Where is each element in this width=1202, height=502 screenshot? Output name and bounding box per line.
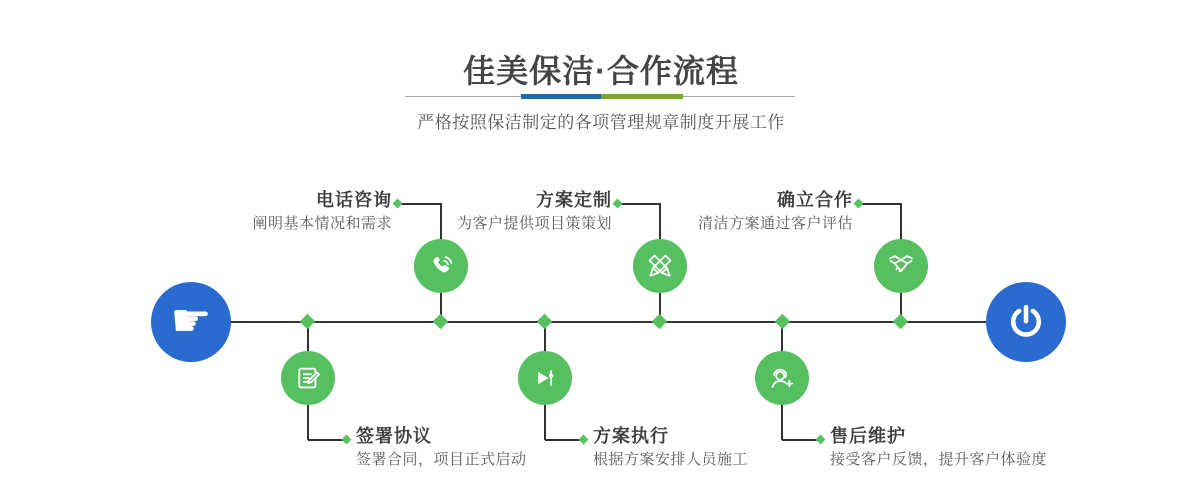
- connector-phone-label: [399, 203, 442, 205]
- step-title: 方案执行: [593, 426, 669, 446]
- step-label-phone-consult: [252, 190, 392, 233]
- step-circle-plan-customize: [633, 239, 687, 293]
- step-title: 售后维护: [830, 426, 906, 446]
- connector-cooperation-label: [860, 203, 902, 205]
- play-slider-icon: [530, 363, 560, 393]
- headset-plus-icon: [767, 363, 797, 393]
- page-title: 佳美保洁·合作流程: [463, 53, 739, 89]
- step-circle-establish-cooperation: [874, 239, 928, 293]
- label-diamond: [854, 199, 864, 209]
- step-circle-sign-agreement: [281, 351, 335, 405]
- step-label-aftersale-service: [830, 426, 1047, 469]
- label-diamond: [613, 199, 623, 209]
- label-diamond: [393, 199, 403, 209]
- label-diamond: [579, 435, 589, 445]
- document-pen-icon: [293, 363, 323, 393]
- step-label-plan-execute: [593, 426, 748, 469]
- phone-call-icon: [426, 251, 456, 281]
- step-subtitle: 接受客户反馈，提升客户体验度: [830, 451, 1048, 468]
- step-subtitle: 根据方案安排人员施工: [593, 451, 749, 468]
- step-label-sign-agreement: [356, 426, 527, 469]
- step-label-plan-customize: [457, 190, 612, 233]
- step-circle-plan-execute: [518, 351, 572, 405]
- step-subtitle: 签署合同，项目正式启动: [356, 451, 527, 468]
- step-title: 签署协议: [356, 426, 432, 446]
- step-subtitle: 为客户提供项目策策划: [456, 215, 612, 232]
- divider-green-segment: [601, 94, 683, 99]
- title-divider-accent: [521, 94, 683, 99]
- step-title: 电话咨询: [316, 190, 392, 210]
- timeline-diamond: [775, 314, 791, 330]
- handshake-icon: [885, 250, 917, 282]
- step-title: 方案定制: [536, 190, 612, 210]
- step-circle-phone-consult: [414, 239, 468, 293]
- timeline-diamond: [893, 314, 909, 330]
- pen-pencil-cross-icon: [645, 251, 675, 281]
- timeline-diamond: [433, 314, 449, 330]
- page-subtitle: 严格按照保洁制定的各项管理规章制度开展工作: [417, 113, 785, 132]
- step-label-establish-cooperation: [698, 190, 853, 233]
- timeline-diamond: [652, 314, 668, 330]
- connector-plan-label: [619, 203, 661, 205]
- step-subtitle: 清洁方案通过客户评估: [697, 215, 853, 232]
- timeline-diamond: [300, 314, 316, 330]
- step-title: 确立合作: [777, 190, 853, 210]
- start-node: [151, 282, 231, 362]
- label-diamond: [816, 435, 826, 445]
- label-diamond: [342, 435, 352, 445]
- pointing-hand-icon: ☛: [170, 293, 212, 347]
- end-node: [986, 282, 1066, 362]
- divider-blue-segment: [521, 94, 601, 99]
- power-icon: [1005, 301, 1047, 343]
- timeline-diamond: [537, 314, 553, 330]
- step-circle-aftersale-service: [755, 351, 809, 405]
- step-subtitle: 阐明基本情况和需求: [252, 215, 392, 232]
